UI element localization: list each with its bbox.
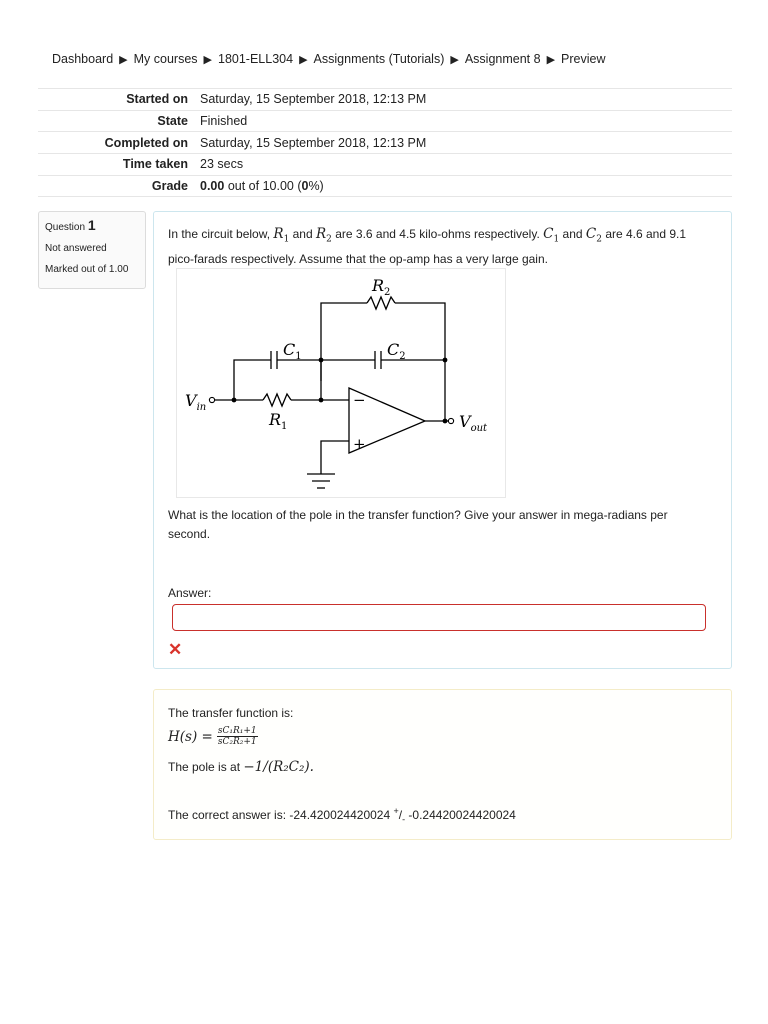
breadcrumb-separator: ▶ [546, 54, 556, 66]
feedback-intro: The transfer function is: [168, 706, 294, 720]
wire [234, 360, 271, 400]
summary-value: 23 secs [200, 154, 732, 176]
pole-text: The pole is at [168, 760, 244, 774]
question-prefix: Question [45, 222, 86, 233]
summary-value [200, 175, 732, 197]
question-text-part: and [559, 227, 586, 241]
summary-value: Saturday, 15 September 2018, 12:13 PM [200, 89, 732, 111]
question-status: Not answered [45, 243, 107, 254]
summary-value: Finished [200, 110, 732, 132]
question-number-value: 1 [87, 217, 96, 233]
junction-dot [319, 358, 324, 363]
math-symbol: C [543, 226, 554, 242]
plus-minus-slash: / [398, 808, 403, 822]
transfer-function-lhs: H(s) = [168, 728, 213, 745]
correct-answer [168, 806, 516, 824]
summary-row-completed [38, 132, 732, 154]
feedback-box [153, 689, 732, 840]
label-vin: $V_{in}$ [185, 391, 207, 413]
math-symbol: R [273, 226, 284, 242]
summary-row-time [38, 154, 732, 176]
junction-dot [443, 358, 448, 363]
math-subscript: 2 [326, 234, 332, 245]
label-r2: $R_2$ [372, 276, 391, 298]
correct-answer-value: The correct answer is: -24.420024420024 [168, 808, 394, 822]
math-r2 [316, 226, 332, 245]
label-plus: + [353, 435, 366, 453]
summary-label: Grade [38, 175, 200, 197]
summary-label: Time taken [38, 154, 200, 176]
breadcrumb [52, 52, 606, 66]
summary-value: Saturday, 15 September 2018, 12:13 PM [200, 132, 732, 154]
breadcrumb-my-courses[interactable]: My courses [133, 52, 198, 66]
pole-statement [168, 759, 314, 775]
question-text-part: In the circuit below, [168, 227, 274, 241]
question-content-box [153, 211, 732, 669]
circuit-svg [177, 269, 505, 497]
fraction-denominator: sC₂R₂+1 [217, 737, 257, 747]
junction-dot [443, 419, 448, 424]
junction-dot [319, 398, 324, 403]
incorrect-icon: ✕ [168, 640, 183, 659]
label-c2: $C_2$ [387, 340, 406, 362]
breadcrumb-dashboard[interactable]: Dashboard [52, 52, 114, 66]
breadcrumb-separator: ▶ [203, 54, 212, 66]
question-text-part: are 3.6 and 4.5 kilo-ohms respectively. [331, 227, 544, 241]
summary-row-started [38, 89, 732, 111]
correct-answer-tolerance: -0.24420024420024 [405, 808, 516, 822]
question-text [168, 225, 708, 269]
question-number [45, 217, 139, 233]
answer-input[interactable] [172, 604, 706, 631]
math-subscript: 1 [553, 234, 560, 245]
math-subscript: 2 [596, 234, 602, 245]
transfer-function [168, 726, 258, 747]
breadcrumb-separator: ▶ [119, 54, 128, 66]
grade-out-of: out of 10.00 ( [224, 179, 302, 194]
pole-expression: −1/(R₂C₂). [243, 759, 314, 775]
math-symbol: C [585, 226, 597, 242]
summary-label: Completed on [38, 132, 200, 154]
resistor-r1 [263, 394, 291, 406]
junction-dot [232, 398, 237, 403]
attempt-summary-table [38, 88, 732, 197]
question-marks: Marked out of 1.00 [45, 264, 129, 275]
breadcrumb-course[interactable]: 1801-ELL304 [218, 52, 294, 66]
label-r1: $R_1$ [269, 410, 288, 432]
summary-label: Started on [38, 89, 200, 111]
math-subscript: 1 [283, 234, 290, 245]
resistor-r2 [367, 297, 395, 309]
circuit-diagram [176, 268, 506, 498]
wire [321, 441, 349, 474]
plus-minus-minus: - [402, 814, 406, 825]
plus-minus-plus: + [393, 806, 399, 816]
transfer-function-fraction [217, 726, 258, 747]
summary-row-grade [38, 175, 732, 197]
breadcrumb-assignments[interactable]: Assignments (Tutorials) [313, 52, 445, 66]
question-info-panel [38, 211, 146, 289]
math-r1 [273, 226, 290, 245]
question-text-part: and [289, 227, 316, 241]
wire [321, 303, 367, 381]
breadcrumb-preview[interactable]: Preview [561, 52, 606, 66]
math-c2 [585, 226, 602, 245]
breadcrumb-separator: ▶ [299, 54, 308, 66]
question-prompt: What is the location of the pole in the transfer function? Give your answer in mega-radians per second. [168, 508, 668, 541]
label-c1: $C_1$ [283, 340, 302, 362]
grade-end: %) [308, 179, 324, 194]
fraction-numerator: sC₁R₁+1 [217, 726, 257, 736]
label-vout: $V_{out}$ [459, 412, 488, 434]
vout-terminal [448, 418, 453, 423]
answer-label: Answer: [168, 586, 212, 600]
summary-label: State [38, 110, 200, 132]
math-symbol: R [316, 226, 327, 242]
grade-score: 0.00 [200, 179, 225, 194]
grade-percent: 0 [301, 179, 309, 194]
math-c1 [543, 226, 560, 245]
breadcrumb-assignment-8[interactable]: Assignment 8 [464, 52, 541, 66]
summary-row-state [38, 110, 732, 132]
label-minus: − [353, 391, 366, 409]
vin-terminal [209, 397, 214, 402]
question-text-part: are 4.6 and 9.1 pico-farads respectively. Assume that the op-amp has a very large gain. [168, 227, 687, 266]
breadcrumb-separator: ▶ [450, 54, 459, 66]
